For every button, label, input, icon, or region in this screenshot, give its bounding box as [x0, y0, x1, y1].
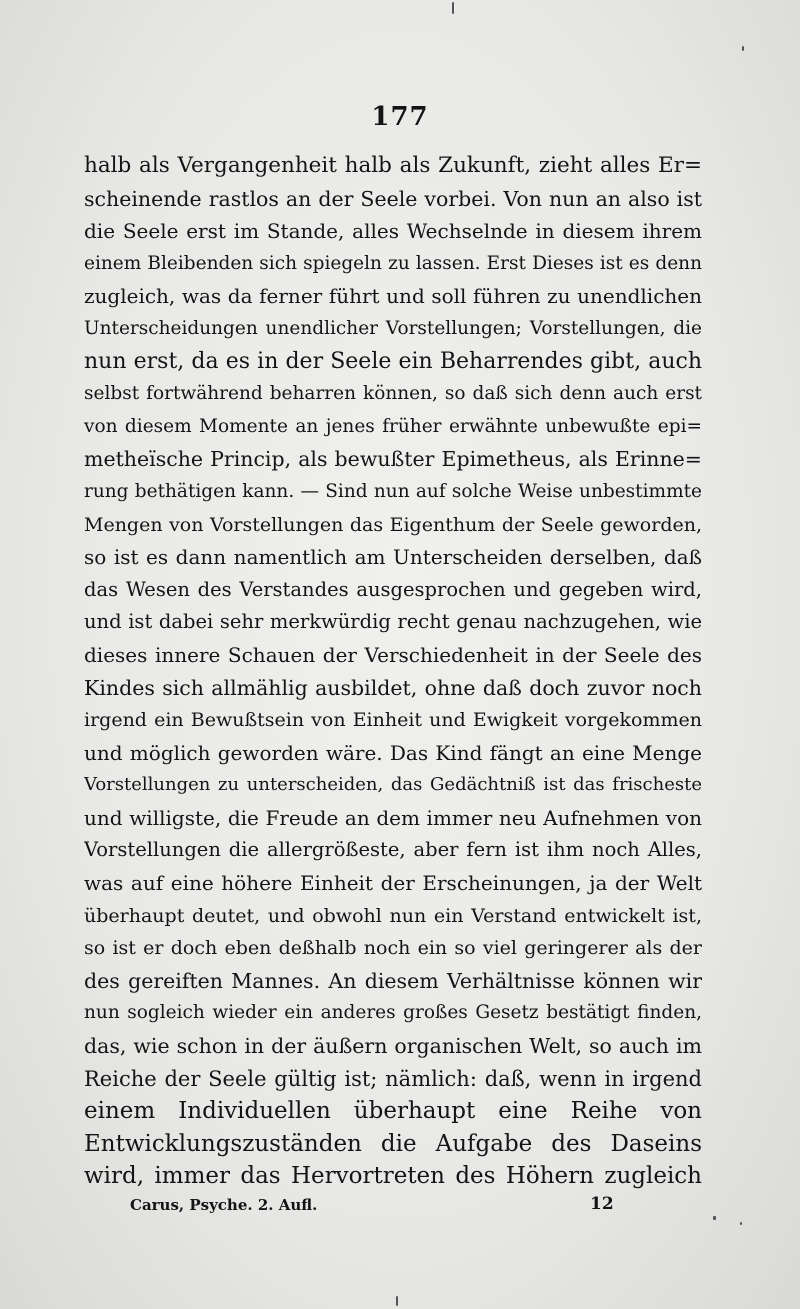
text-line: rung bethätigen kann. — Sind nun auf solche Weise unbestimmte	[84, 480, 702, 502]
text-line: und möglich geworden wäre. Das Kind fängt an eine Menge	[84, 740, 702, 765]
scan-speck	[742, 46, 744, 51]
text-line: Vorstellungen zu unterscheiden, das Gedächtniß ist das frischeste	[84, 774, 702, 796]
text-line: metheïsche Princip, als bewußter Epimetheus, als Erinne=	[84, 447, 702, 472]
text-line: scheinende rastlos an der Seele vorbei. Von nun an also ist	[84, 186, 702, 211]
text-line: Vorstellungen die allergrößeste, aber fern ist ihm noch Alles,	[84, 838, 702, 862]
text-line: Reiche der Seele gültig ist; nämlich: daß, wenn in irgend	[84, 1066, 702, 1091]
text-line: irgend ein Bewußtsein von Einheit und Ewigkeit vorgekommen	[84, 709, 702, 732]
text-line: des gereiften Mannes. An diesem Verhältnisse können wir	[84, 968, 702, 993]
scan-speck	[740, 1222, 742, 1225]
text-line: selbst fortwährend beharren können, so daß sich denn auch erst	[84, 383, 702, 405]
text-line: Mengen von Vorstellungen das Eigenthum der Seele geworden,	[84, 513, 702, 536]
text-line: das Wesen des Verstandes ausgesprochen und gegeben wird,	[84, 577, 702, 601]
scan-speck	[713, 1216, 716, 1220]
text-line: wird, immer das Hervortreten des Höhern zugleich	[84, 1163, 702, 1190]
text-line: überhaupt deutet, und obwohl nun ein Verstand entwickelt ist,	[84, 904, 702, 927]
scan-speck	[452, 2, 454, 14]
text-line: die Seele erst im Stande, alles Wechselnde in diesem ihrem	[84, 219, 702, 244]
text-line: Kindes sich allmählig ausbildet, ohne daß doch zuvor noch	[84, 675, 702, 700]
text-line: nun sogleich wieder ein anderes großes Gesetz bestätigt finden,	[84, 1002, 702, 1024]
text-line: Unterscheidungen unendlicher Vorstellungen; Vorstellungen, die	[84, 317, 702, 339]
text-line: und ist dabei sehr merkwürdig recht genau nachzugehen, wie	[84, 610, 702, 634]
text-line: Entwicklungszuständen die Aufgabe des Daseins	[84, 1130, 702, 1157]
text-line: einem Individuellen überhaupt eine Reihe von	[84, 1098, 702, 1125]
text-line: halb als Vergangenheit halb als Zukunft, zieht alles Er=	[84, 153, 702, 178]
text-line: nun erst, da es in der Seele ein Beharrendes gibt, auch	[84, 348, 702, 374]
text-line: von diesem Momente an jenes früher erwähnte unbewußte epi=	[84, 415, 702, 437]
text-line: einem Bleibenden sich spiegeln zu lassen. Erst Dieses ist es denn	[84, 252, 702, 274]
text-line: dieses innere Schauen der Verschiedenheit in der Seele des	[84, 642, 702, 667]
page-number: 177	[371, 102, 429, 132]
printer-signature: Carus, Psyche. 2. Aufl.	[130, 1196, 318, 1214]
sheet-number: 12	[590, 1194, 614, 1214]
text-line: so ist es dann namentlich am Unterscheiden derselben, daß	[84, 545, 702, 570]
text-line: das, wie schon in der äußern organischen Welt, so auch im	[84, 1034, 702, 1059]
text-line: so ist er doch eben deßhalb noch ein so viel geringerer als der	[84, 937, 702, 960]
scan-speck	[396, 1296, 398, 1306]
body-text	[84, 150, 702, 1193]
text-line: was auf eine höhere Einheit der Erscheinungen, ja der Welt	[84, 871, 702, 896]
text-line: zugleich, was da ferner führt und soll führen zu unendlichen	[84, 284, 702, 309]
text-line: und willigste, die Freude an dem immer neu Aufnehmen von	[84, 805, 702, 830]
